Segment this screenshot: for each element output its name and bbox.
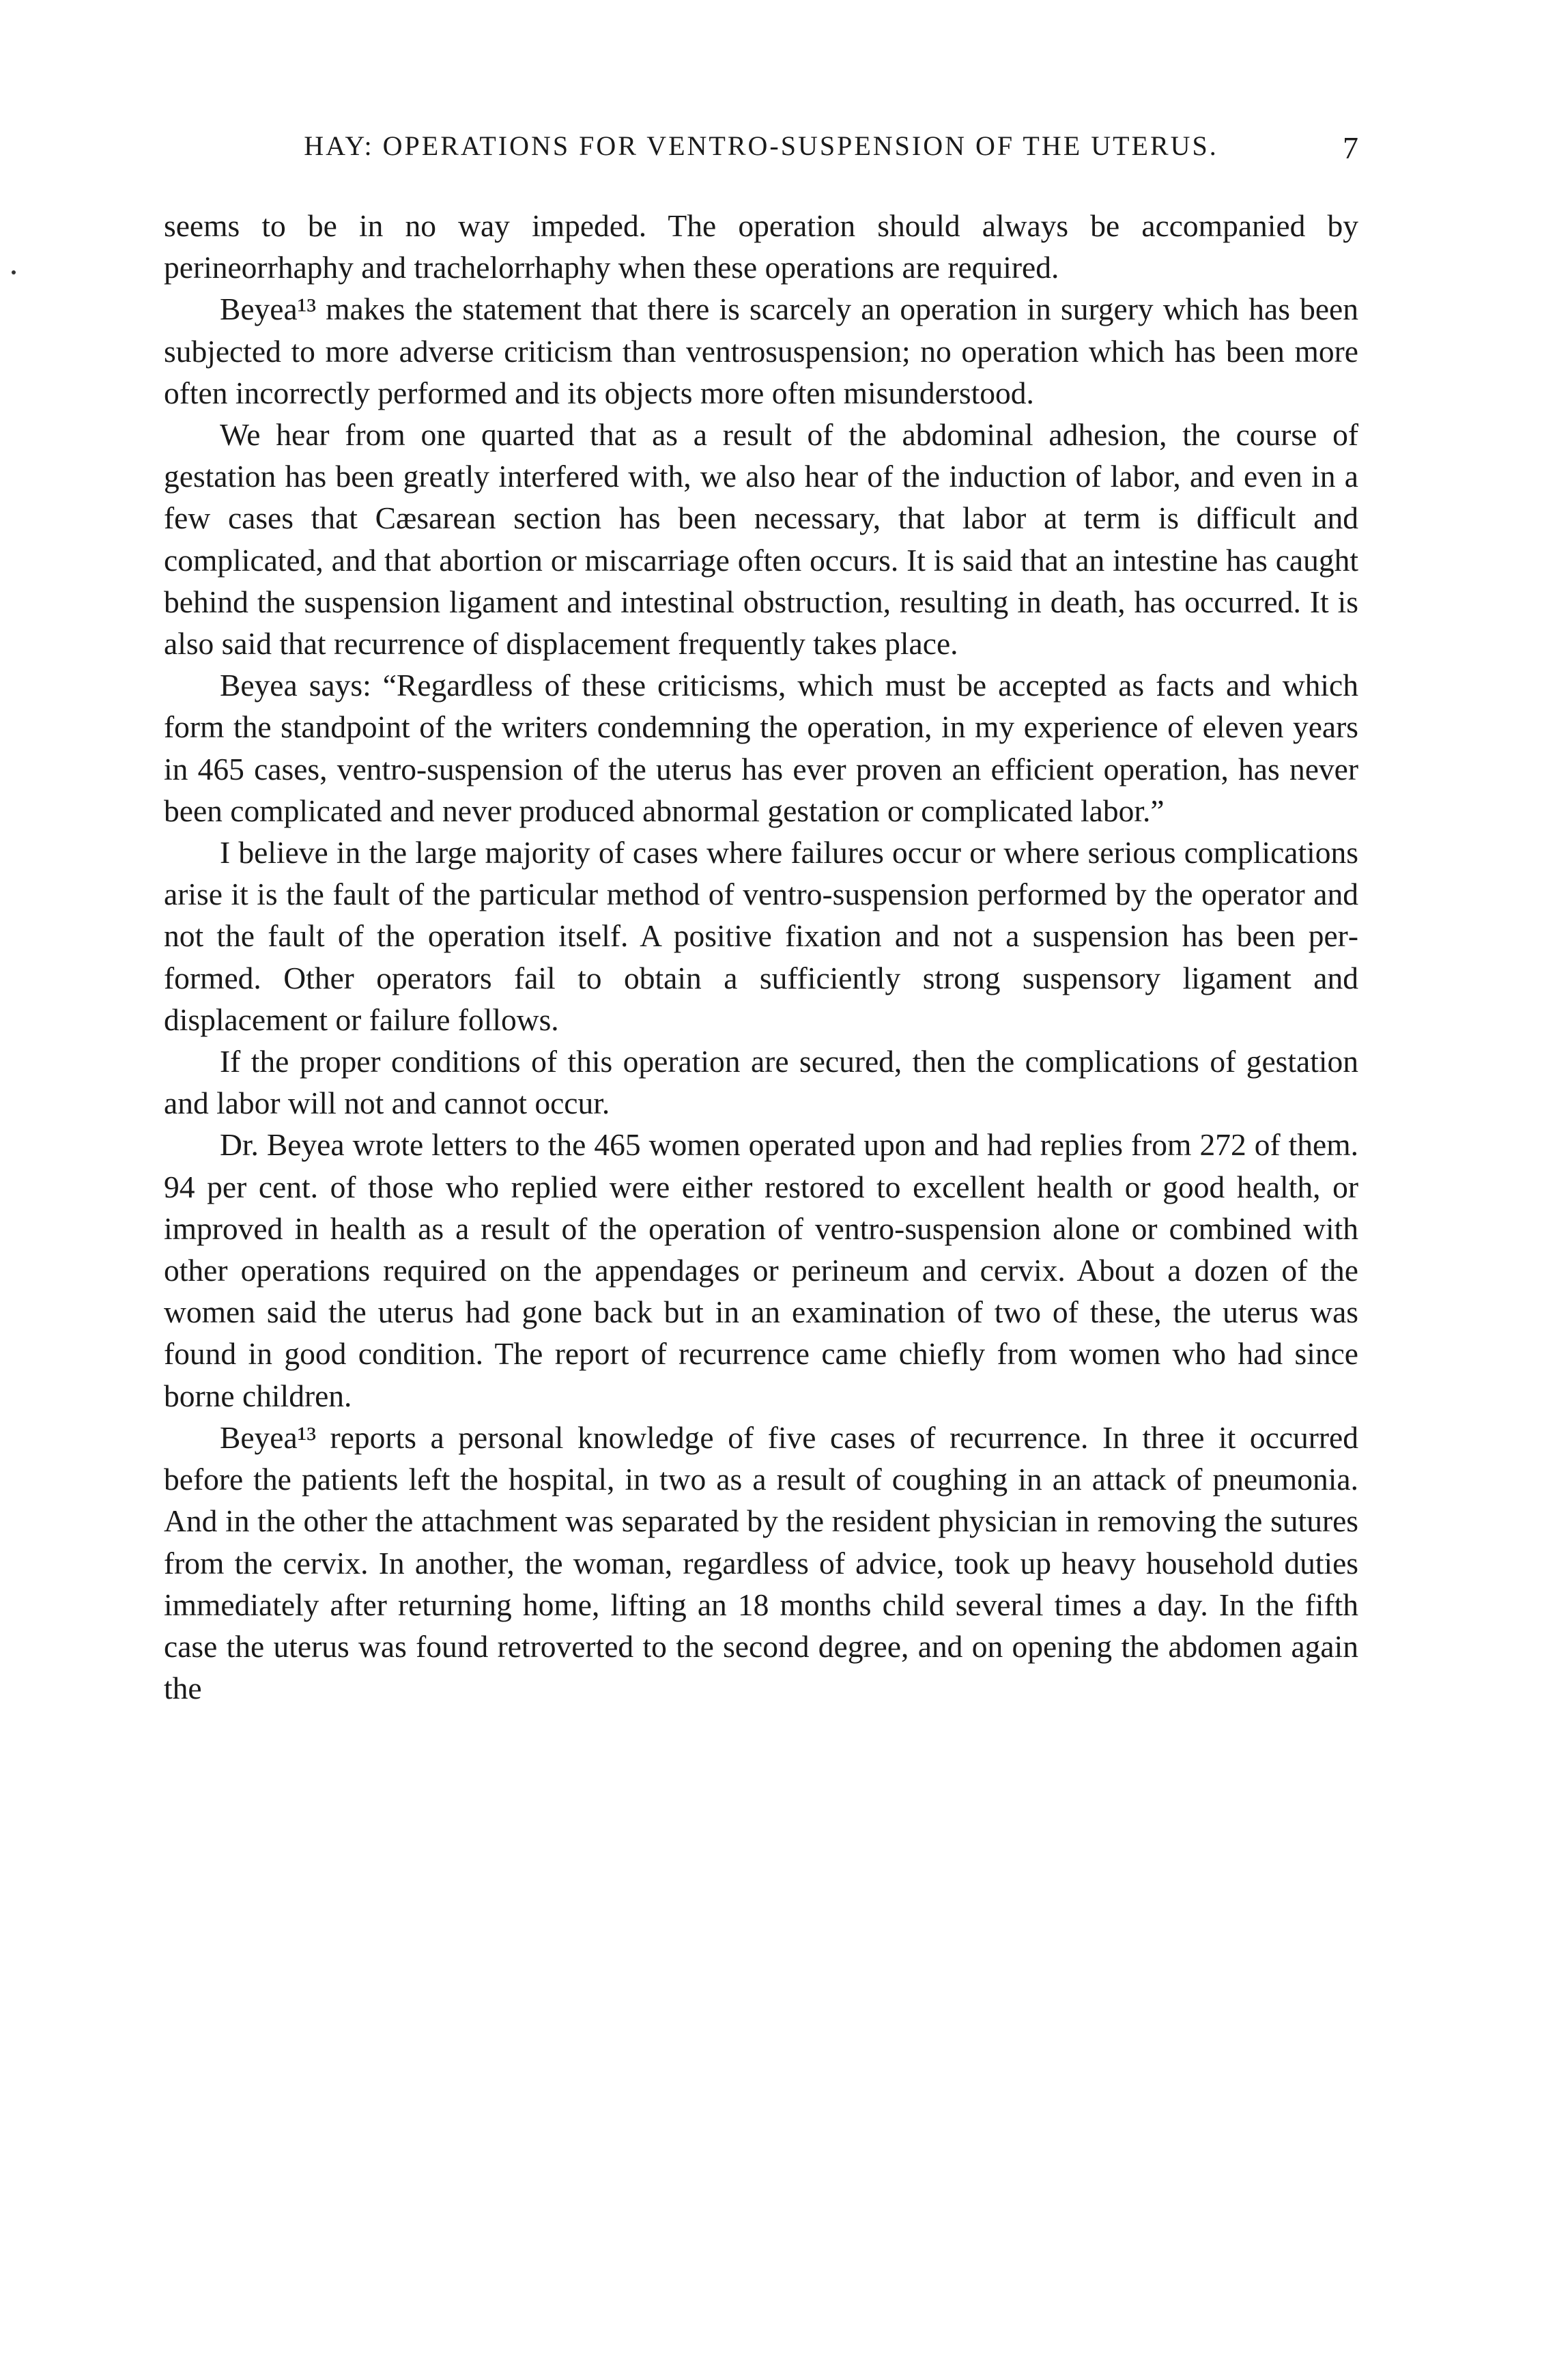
page [164, 130, 1358, 1709]
paragraph: Beyea¹³ reports a personal knowledge of five cases of recurrence. In three it occurred before the patients left the hospital, in two as a result of coughing in an attack of pneumonia. And in the other the attachment was separated by the resident physician in removing the sutures from the cervix. In another, the woman, regardless of advice, took up heavy household duties immediately after returning home, lifting an 18 months child several times a day. In the fifth case the uterus was found retroverted to the second degree, and on opening the abdomen again the [164, 1419, 1358, 1706]
running-head [164, 130, 1358, 178]
paragraph: Beyea says: “Regardless of these criticisms, which must be accepted as facts and which form the standpoint of the writers condemning the operation, in my experience of eleven years in 465 cases, ventro-suspension of the uterus has ever proven an efficient operation, has never been complicated and never produced abnormal gestation or complicated labor.” [164, 668, 1358, 828]
paragraph: Beyea¹³ makes the statement that there is scarcely an operation in surgery which has been subjected to more adverse criticism than ventrosuspension; no operation which has been more often incorrectly performed and its objects more often misunderstood. [164, 292, 1358, 410]
page-number: 7 [1343, 130, 1358, 165]
scan-speck [12, 270, 16, 274]
running-title: HAY: OPERATIONS FOR VENTRO-SUSPENSION OF THE UTERUS. [304, 130, 1218, 161]
paragraph: I believe in the large majority of cases where failures occur or where serious complications arise it is the fault of the particular method of ventro-suspension performed by the operator and not the fault of the operation itself. A positive fixation and not a suspension has been performed. Other operators fail to obtain a sufficiently strong suspensory ligament and displacement or failure follows. [164, 835, 1358, 1037]
paragraph: We hear from one quarted that as a result of the abdominal adhesion, the course of gestation has been greatly interfered with, we also hear of the induction of labor, and even in a few cases that Cæsarean section has been necessary, that labor at term is difficult and complicated, and that abortion or miscarriage often occurs. It is said that an intestine has caught behind the suspension ligament and intestinal obstruction, resulting in death, has occurred. It is also said that recurrence of displacement frequently takes place. [164, 417, 1358, 662]
body-text [164, 205, 1358, 1709]
paragraph: Dr. Beyea wrote letters to the 465 women operated upon and had replies from 272 of them. 94 per cent. of those who replied were either restored to excellent health or good health, or improved in health as a result of the operation of ventro-suspension alone or combined with other operations required on the appendages or perineum and cervix. About a dozen of the women said the uterus had gone back but in an examination of two of these, the uterus was found in good condition. The report of recurrence came chiefly from women who had since borne children. [164, 1127, 1358, 1413]
paragraph-continuation: seems to be in no way impeded. The operation should always be accompanied by perineorrhaphy and trachelorrhaphy when these operations are required. [164, 208, 1358, 285]
paragraph: If the proper conditions of this operation are secured, then the complications of gestation and labor will not and cannot occur. [164, 1044, 1358, 1121]
